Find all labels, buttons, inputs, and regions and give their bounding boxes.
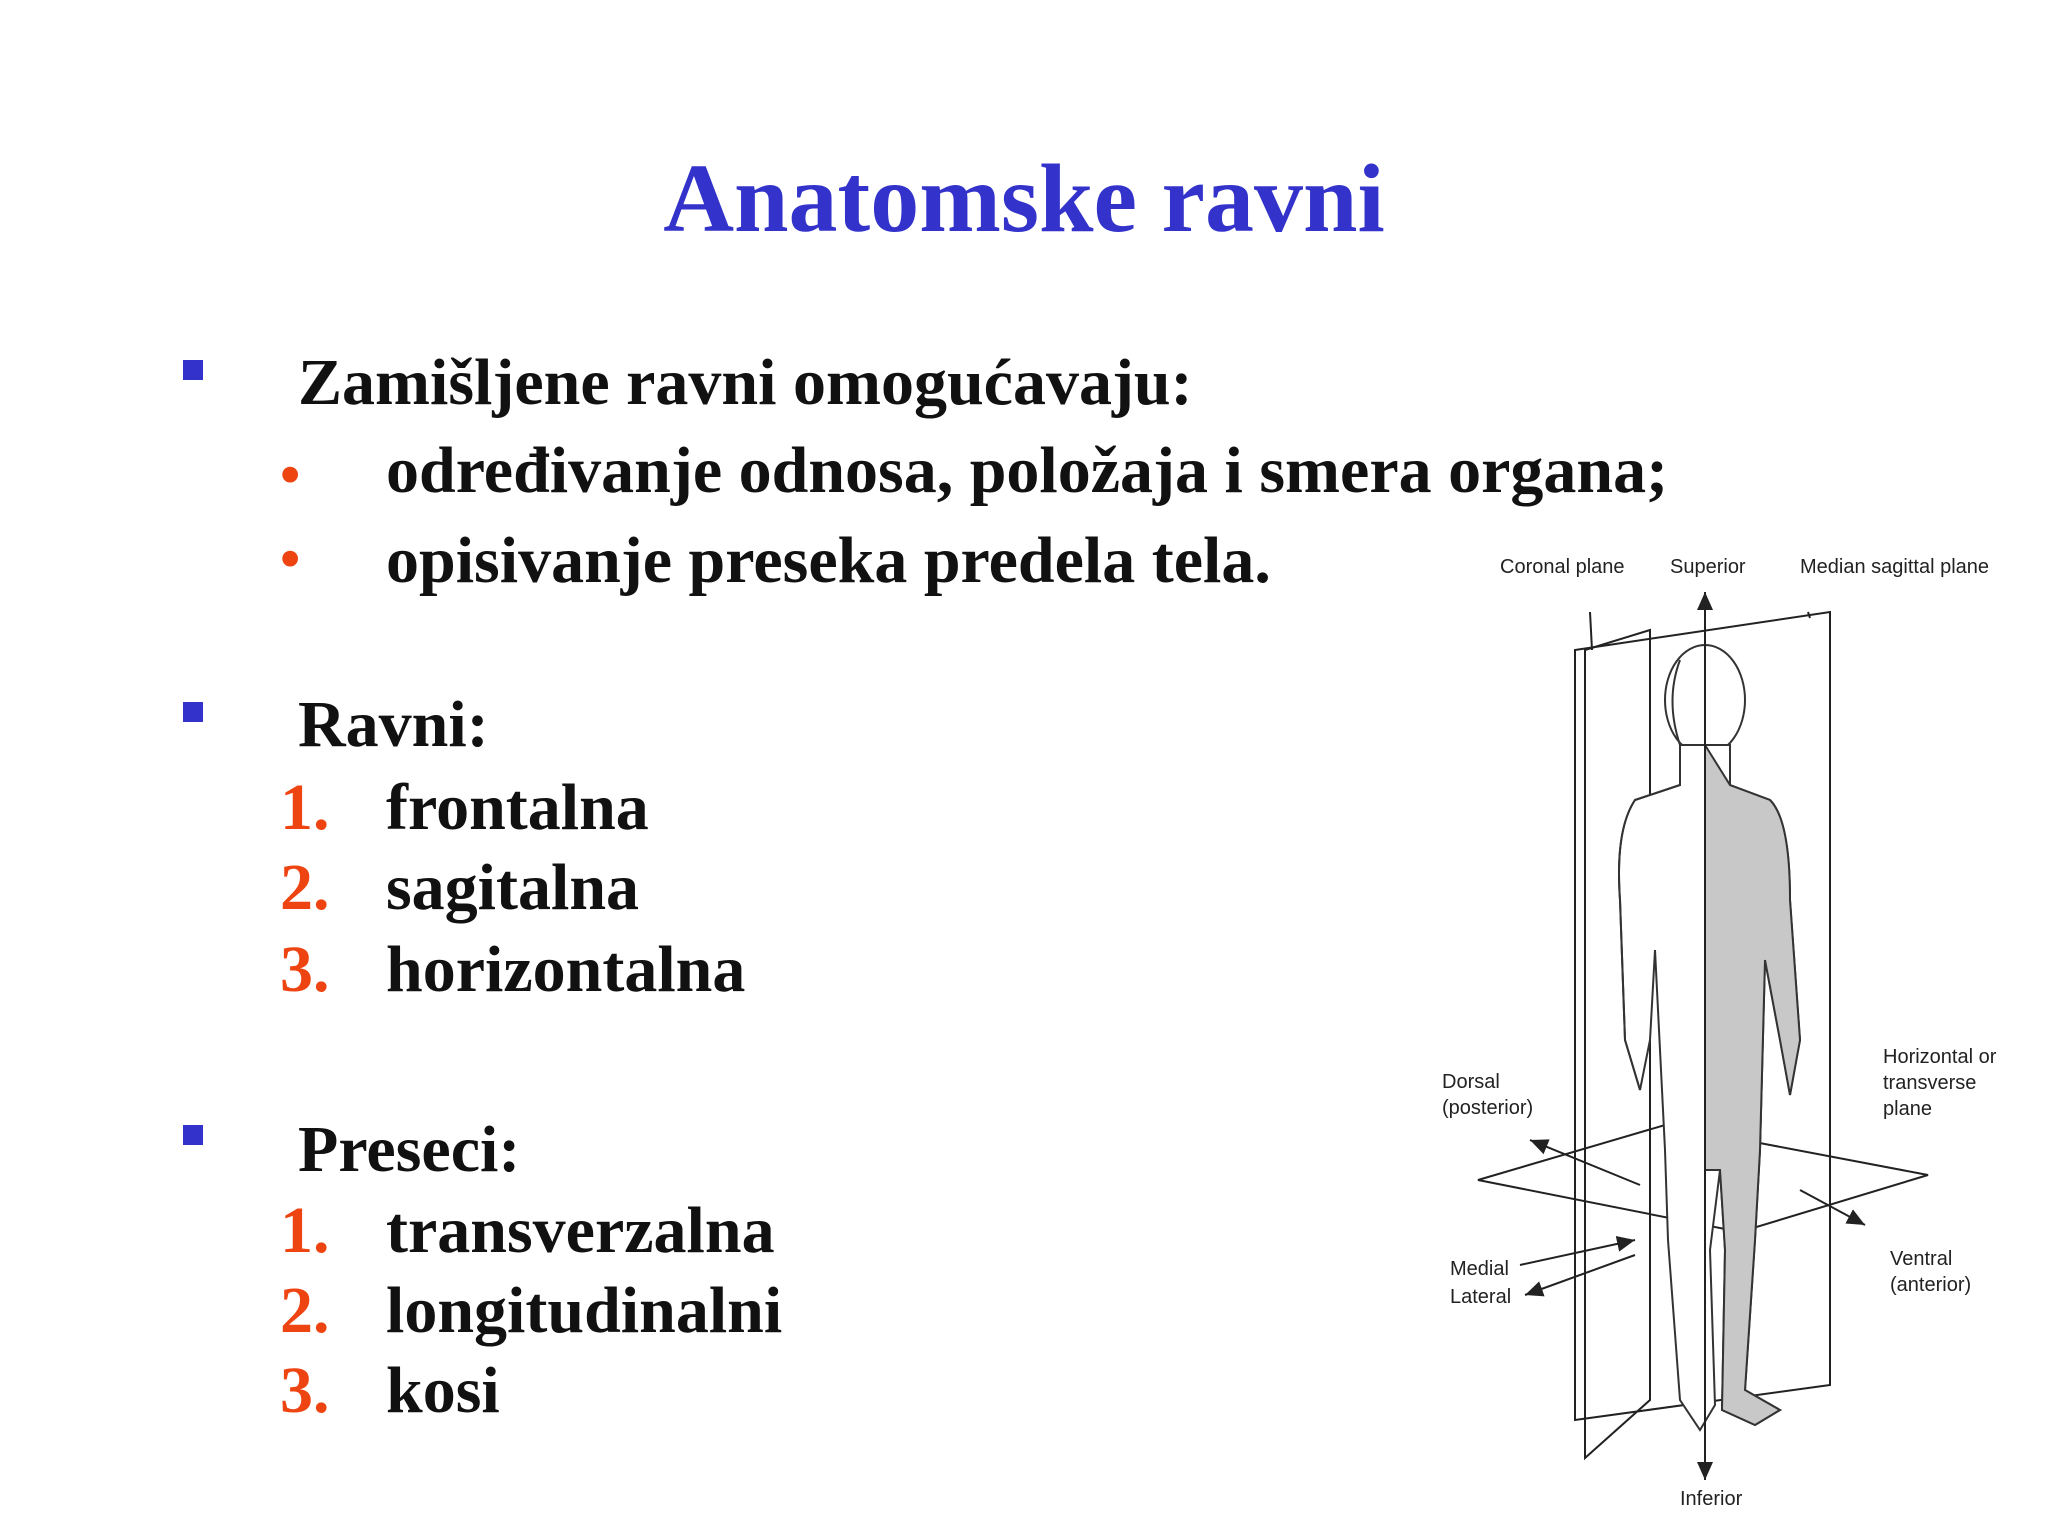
section1-heading: Zamišljene ravni omogućavaju: — [298, 346, 1193, 419]
label-transverse: transverse — [1883, 1072, 1977, 1094]
list-number: 1. — [280, 771, 330, 844]
label-anterior: (anterior) — [1890, 1274, 1972, 1296]
list-item: frontalna — [386, 771, 649, 844]
list-number: 2. — [280, 851, 330, 924]
label-inferior: Inferior — [1680, 1488, 1743, 1510]
label-median-sagittal: Median sagittal plane — [1800, 556, 1990, 578]
label-lateral: Lateral — [1450, 1286, 1512, 1308]
section3-heading: Preseci: — [298, 1113, 521, 1186]
label-horizontal: Horizontal or — [1883, 1046, 1997, 1068]
page-title: Anatomske ravni — [663, 145, 1385, 253]
list-item: longitudinalni — [386, 1274, 783, 1347]
label-posterior: (posterior) — [1442, 1097, 1534, 1119]
section1-bullet-1: određivanje odnosa, položaja i smera organa; — [386, 434, 1669, 507]
human-figure — [1619, 645, 1800, 1430]
section2-heading: Ravni: — [298, 688, 489, 761]
list-item: sagitalna — [386, 851, 640, 924]
list-number: 3. — [280, 1354, 330, 1427]
label-dorsal: Dorsal — [1442, 1071, 1500, 1093]
section1-bullet-2: opisivanje preseka predela tela. — [386, 524, 1271, 597]
list-item: transverzalna — [386, 1194, 775, 1267]
list-number: 3. — [280, 933, 330, 1006]
list-item: kosi — [386, 1354, 500, 1427]
bullet-dot-1: • — [280, 442, 301, 507]
label-coronal-plane: Coronal plane — [1500, 556, 1625, 578]
label-ventral: Ventral — [1890, 1248, 1953, 1270]
label-plane: plane — [1883, 1098, 1932, 1120]
bullet-dot-2: • — [280, 526, 301, 591]
list-item: horizontalna — [386, 933, 746, 1006]
list-number: 1. — [280, 1194, 330, 1267]
label-superior: Superior — [1670, 556, 1746, 578]
label-medial: Medial — [1450, 1258, 1509, 1280]
list-number: 2. — [280, 1274, 330, 1347]
